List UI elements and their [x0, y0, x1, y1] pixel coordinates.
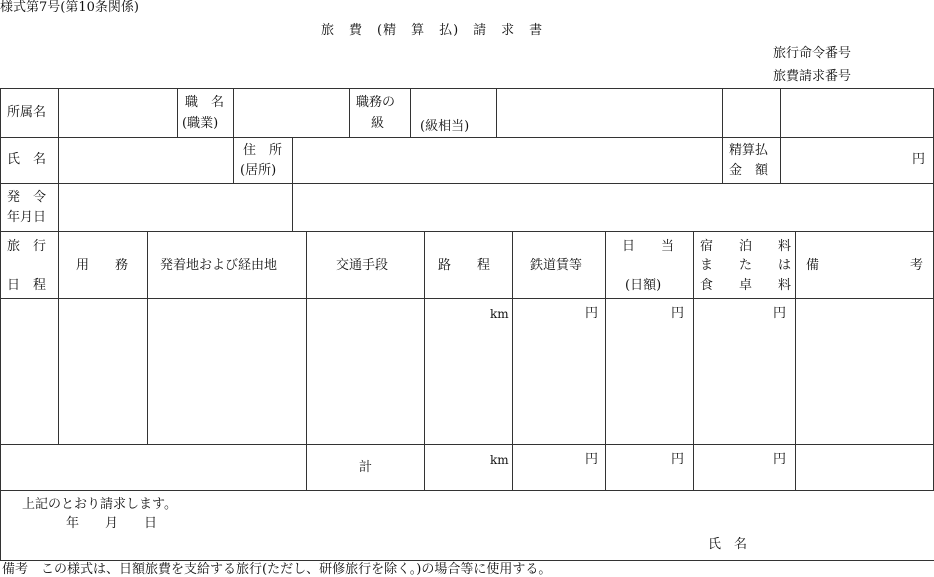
form-number: 様式第7号(第10条関係) — [0, 0, 139, 15]
order-label: 発 令 — [7, 190, 47, 205]
meal-header: 食 卓 料 — [700, 278, 792, 293]
lodging-header: 宿 泊 料 — [700, 239, 792, 254]
form-title: 旅 費 (精 算 払) 請 求 書 — [321, 23, 544, 38]
transport-header: 交通手段 — [336, 258, 389, 273]
total-daily-yen-unit: 円 — [671, 452, 685, 467]
daily-rate-header: (日額) — [625, 278, 662, 293]
settlement-yen-unit: 円 — [912, 152, 926, 167]
rail-fare-yen-unit: 円 — [585, 306, 599, 321]
total-distance-unit: km — [490, 453, 509, 467]
purpose-header: 用 務 — [76, 258, 129, 273]
settlement-label: 精算払 — [729, 143, 769, 158]
travel-claim-number-label: 旅費請求番号 — [773, 69, 852, 84]
lodging-yen-unit: 円 — [773, 306, 787, 321]
order-date-label: 年月日 — [7, 210, 47, 225]
residence-label: (居所) — [240, 163, 277, 178]
route-header: 発着地および経由地 — [160, 258, 278, 273]
affiliation-label: 所属名 — [7, 105, 47, 120]
remarks-header: 備 考 — [806, 258, 924, 273]
signer-name-label: 氏 名 — [708, 537, 748, 552]
schedule-label: 日 程 — [7, 278, 47, 293]
address-label: 住 所 — [243, 143, 283, 158]
rail-fare-header: 鉄道賃等 — [530, 258, 583, 273]
trip-label: 旅 行 — [7, 239, 47, 254]
total-rail-yen-unit: 円 — [585, 452, 599, 467]
travel-order-number-label: 旅行命令番号 — [773, 46, 852, 61]
total-label: 計 — [359, 460, 373, 475]
job-title-label: 職 名 — [185, 95, 225, 110]
lodging-or-header: ま た は — [700, 258, 792, 273]
footnote: 備考 この様式は、日額旅費を支給する旅行(ただし、研修旅行を除く。)の場合等に使用する。 — [2, 562, 552, 577]
occupation-label: (職業) — [182, 116, 219, 131]
name-label: 氏 名 — [7, 152, 47, 167]
duty-grade-label-2: 級 — [371, 116, 385, 131]
grade-equivalent-label: (級相当) — [420, 119, 470, 134]
declaration-text: 上記のとおり請求します。 — [22, 497, 177, 512]
daily-yen-unit: 円 — [671, 306, 685, 321]
date-line: 年 月 日 — [66, 516, 158, 531]
duty-grade-label: 職務の — [356, 95, 396, 110]
total-lodging-yen-unit: 円 — [773, 452, 787, 467]
amount-label: 金 額 — [729, 163, 769, 178]
distance-unit: km — [490, 307, 509, 321]
daily-allowance-header: 日 当 — [622, 239, 675, 254]
distance-header: 路 程 — [438, 258, 491, 273]
